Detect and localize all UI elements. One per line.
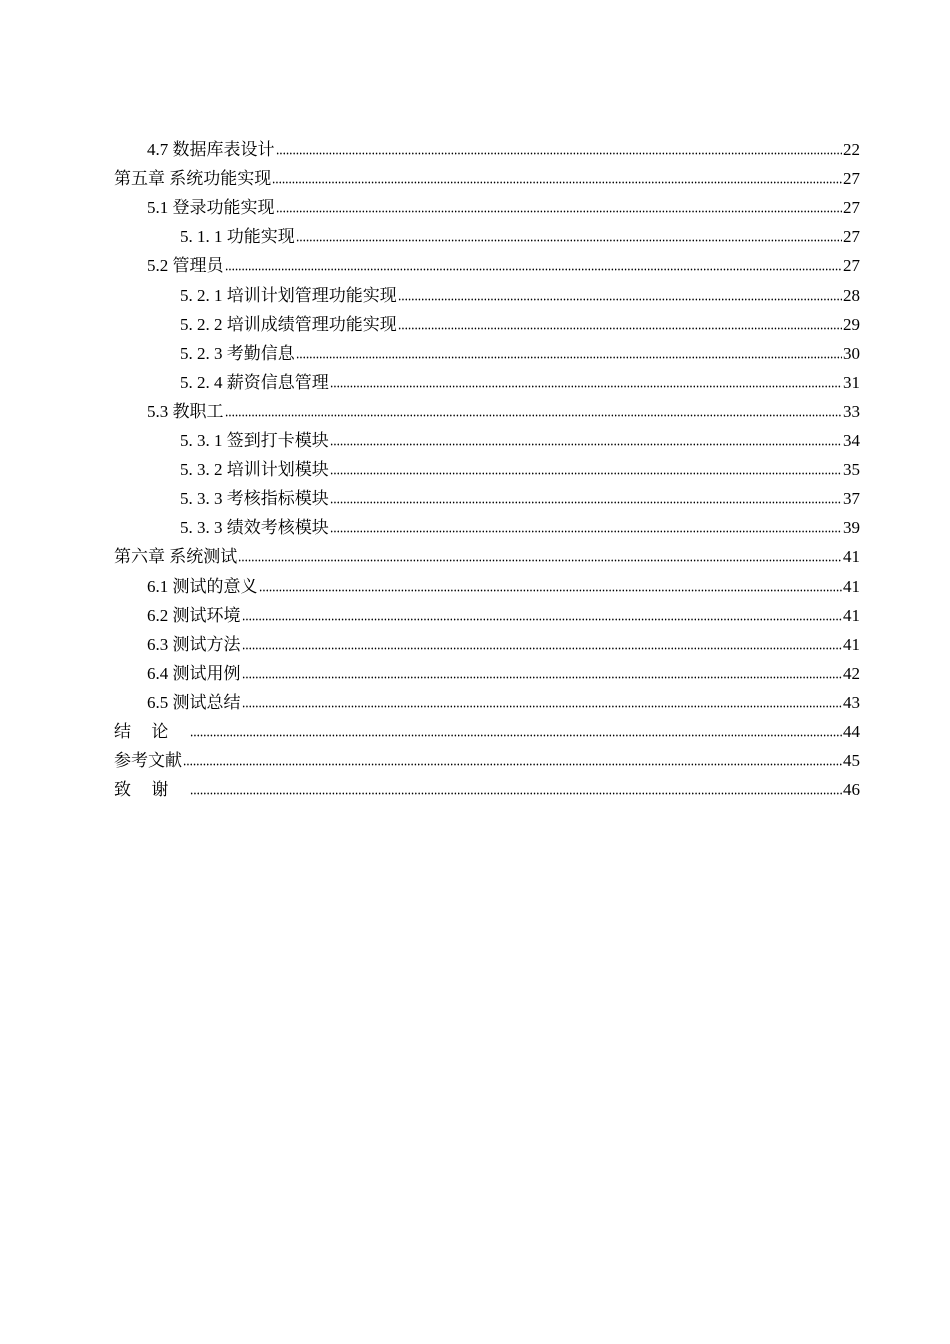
toc-entry-page: 31	[843, 372, 860, 392]
toc-entry[interactable]	[114, 310, 860, 339]
toc-entry[interactable]	[114, 601, 860, 630]
toc-entry-page: 39	[843, 518, 860, 538]
toc-entry-title: 5. 2. 4 薪资信息管理	[180, 372, 329, 392]
toc-entry[interactable]	[114, 135, 860, 164]
toc-entry-title: 5. 3. 3 绩效考核模块	[180, 518, 329, 538]
toc-entry-page: 41	[843, 576, 860, 596]
toc-dot-leader	[330, 521, 842, 533]
toc-entry-title: 6.5 测试总结	[147, 692, 241, 712]
toc-entry-page: 33	[843, 401, 860, 421]
toc-dot-leader	[242, 667, 843, 679]
toc-entry-page: 27	[843, 198, 860, 218]
toc-entry[interactable]	[114, 193, 860, 222]
toc-entry[interactable]	[114, 484, 860, 513]
toc-entry-page: 37	[843, 489, 860, 509]
toc-dot-leader	[259, 580, 843, 592]
toc-entry-page: 22	[843, 140, 860, 160]
toc-dot-leader	[330, 434, 842, 446]
toc-entry-title: 6.1 测试的意义	[147, 576, 258, 596]
toc-entry-title: 参考文献	[114, 751, 182, 771]
toc-entry-page: 46	[843, 780, 860, 800]
toc-entry-title: 5. 3. 1 签到打卡模块	[180, 431, 329, 451]
toc-entry-page: 43	[843, 692, 860, 712]
toc-dot-leader	[190, 725, 842, 737]
toc-entry-title: 5. 2. 2 培训成绩管理功能实现	[180, 314, 397, 334]
toc-dot-leader	[296, 347, 842, 359]
toc-entry-title: 4.7 数据库表设计	[147, 140, 275, 160]
toc-dot-leader	[276, 201, 843, 213]
toc-dot-leader	[242, 609, 843, 621]
toc-entry-title: 5. 2. 3 考勤信息	[180, 343, 295, 363]
toc-dot-leader	[225, 405, 843, 417]
toc-entry-title: 5. 3. 3 考核指标模块	[180, 489, 329, 509]
toc-dot-leader	[225, 259, 843, 271]
toc-dot-leader	[242, 638, 843, 650]
toc-entry[interactable]	[114, 426, 860, 455]
toc-dot-leader	[190, 783, 842, 795]
toc-dot-leader	[330, 376, 842, 388]
toc-entry-page: 28	[843, 285, 860, 305]
toc-entry-title: 5.3 教职工	[147, 401, 224, 421]
toc-entry[interactable]	[114, 368, 860, 397]
toc-dot-leader	[398, 289, 842, 301]
toc-dot-leader	[330, 463, 842, 475]
toc-dot-leader	[330, 492, 842, 504]
toc-entry-title: 致谢	[114, 780, 189, 800]
toc-entry-page: 30	[843, 343, 860, 363]
toc-entry-title: 5. 1. 1 功能实现	[180, 227, 295, 247]
toc-entry-title: 6.3 测试方法	[147, 634, 241, 654]
toc-entry-title: 5.2 管理员	[147, 256, 224, 276]
toc-entry-page: 41	[843, 605, 860, 625]
toc-entry[interactable]	[114, 688, 860, 717]
toc-entry[interactable]	[114, 251, 860, 280]
toc-dot-leader	[183, 754, 842, 766]
toc-entry-page: 27	[843, 256, 860, 276]
toc-entry-page: 45	[843, 751, 860, 771]
table-of-contents	[114, 135, 860, 804]
toc-entry[interactable]	[114, 659, 860, 688]
toc-entry[interactable]	[114, 775, 860, 804]
toc-entry-page: 41	[843, 634, 860, 654]
toc-dot-leader	[276, 143, 843, 155]
toc-entry-page: 27	[843, 227, 860, 247]
toc-entry-title: 结论	[114, 721, 189, 741]
toc-entry-page: 42	[843, 663, 860, 683]
toc-entry[interactable]	[114, 630, 860, 659]
toc-entry-page: 27	[843, 169, 860, 189]
toc-dot-leader	[398, 318, 842, 330]
toc-entry[interactable]	[114, 339, 860, 368]
toc-dot-leader	[238, 550, 842, 562]
toc-entry-page: 29	[843, 314, 860, 334]
toc-entry-page: 44	[843, 721, 860, 741]
toc-entry-title: 5. 3. 2 培训计划模块	[180, 460, 329, 480]
toc-dot-leader	[242, 696, 843, 708]
toc-entry-title: 6.4 测试用例	[147, 663, 241, 683]
toc-entry-page: 41	[843, 547, 860, 567]
toc-dot-leader	[272, 172, 842, 184]
toc-entry[interactable]	[114, 164, 860, 193]
toc-entry[interactable]	[114, 455, 860, 484]
toc-entry[interactable]	[114, 513, 860, 542]
toc-entry-page: 34	[843, 431, 860, 451]
toc-entry-title: 5.1 登录功能实现	[147, 198, 275, 218]
toc-entry[interactable]	[114, 280, 860, 309]
toc-entry[interactable]	[114, 571, 860, 600]
toc-entry-title: 第五章 系统功能实现	[114, 169, 272, 189]
toc-entry[interactable]	[114, 222, 860, 251]
toc-entry[interactable]	[114, 746, 860, 775]
toc-entry-page: 35	[843, 460, 860, 480]
toc-entry[interactable]	[114, 542, 860, 571]
toc-entry[interactable]	[114, 397, 860, 426]
toc-entry-title: 6.2 测试环境	[147, 605, 241, 625]
toc-entry-title: 第六章 系统测试	[114, 547, 238, 567]
toc-entry-title: 5. 2. 1 培训计划管理功能实现	[180, 285, 397, 305]
toc-entry[interactable]	[114, 717, 860, 746]
toc-dot-leader	[296, 230, 842, 242]
